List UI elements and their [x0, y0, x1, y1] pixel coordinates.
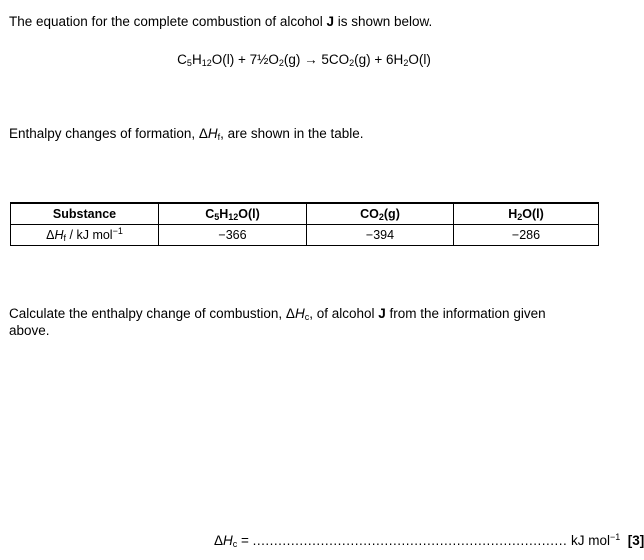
- question-text: [9, 305, 569, 339]
- table-header-h2o: $H_2O(l)$: [454, 203, 599, 225]
- enthalpy-sub: f: [217, 132, 221, 142]
- table-header-co2: $CO_2(g)$: [307, 203, 454, 225]
- enthalpy-table: [10, 202, 599, 246]
- question-middle: , of alcohol: [309, 306, 379, 321]
- table-header-row: [11, 203, 599, 225]
- alcohol-name: J: [326, 14, 334, 29]
- question-after: from the information given above.: [9, 306, 546, 338]
- eq-sub: 2: [403, 58, 409, 68]
- question-enthalpy-symbol: H: [294, 306, 305, 321]
- eq-part: O(l) + 7½O: [211, 52, 279, 67]
- answer-equals: =: [237, 533, 253, 548]
- eq-sub: 2: [278, 58, 284, 68]
- eq-sub: 5: [186, 58, 192, 68]
- answer-unit: kJ mol: [567, 533, 610, 548]
- enthalpy-intro-after: , are shown in the table.: [220, 126, 364, 141]
- table-row: [11, 225, 599, 246]
- marks-label: [3]: [627, 533, 644, 548]
- table-cell-value: −286: [454, 225, 599, 246]
- eq-sub: 12: [201, 58, 212, 68]
- combustion-equation: [0, 51, 608, 68]
- eq-part: (g) + 6H: [354, 52, 404, 67]
- enthalpy-symbol: H: [207, 126, 218, 141]
- table-header-substance: Substance: [11, 203, 159, 225]
- intro-text-before: The equation for the complete combustion of alcohol: [9, 14, 327, 29]
- question-alcohol: J: [378, 306, 386, 321]
- question-sub: c: [304, 312, 310, 322]
- answer-line: [214, 532, 644, 549]
- eq-part: C: [177, 52, 187, 67]
- table-cell-value: −366: [159, 225, 307, 246]
- table-cell-value: −394: [307, 225, 454, 246]
- question-before: Calculate the enthalpy change of combustion, Δ: [9, 306, 295, 321]
- answer-h: H: [223, 533, 233, 548]
- eq-part: (g) → 5CO: [283, 52, 350, 67]
- eq-part: O(l): [408, 52, 431, 67]
- answer-sub: c: [232, 539, 238, 549]
- table-header-pentanol: $C_5H_{12}O(l)$: [159, 203, 307, 225]
- enthalpy-intro-text: [9, 125, 364, 142]
- intro-text-after: is shown below.: [333, 14, 433, 29]
- enthalpy-intro-before: Enthalpy changes of formation, Δ: [9, 126, 208, 141]
- intro-text: [9, 13, 432, 30]
- answer-blank[interactable]: ..........................................................................: [252, 533, 568, 548]
- answer-delta: Δ: [214, 533, 224, 548]
- eq-sub: 2: [349, 58, 355, 68]
- answer-unit-sup: −1: [610, 532, 621, 542]
- table-row-label: $\Delta H_f$ / kJ mol$^{-1}$: [11, 225, 159, 246]
- eq-part: H: [191, 52, 202, 67]
